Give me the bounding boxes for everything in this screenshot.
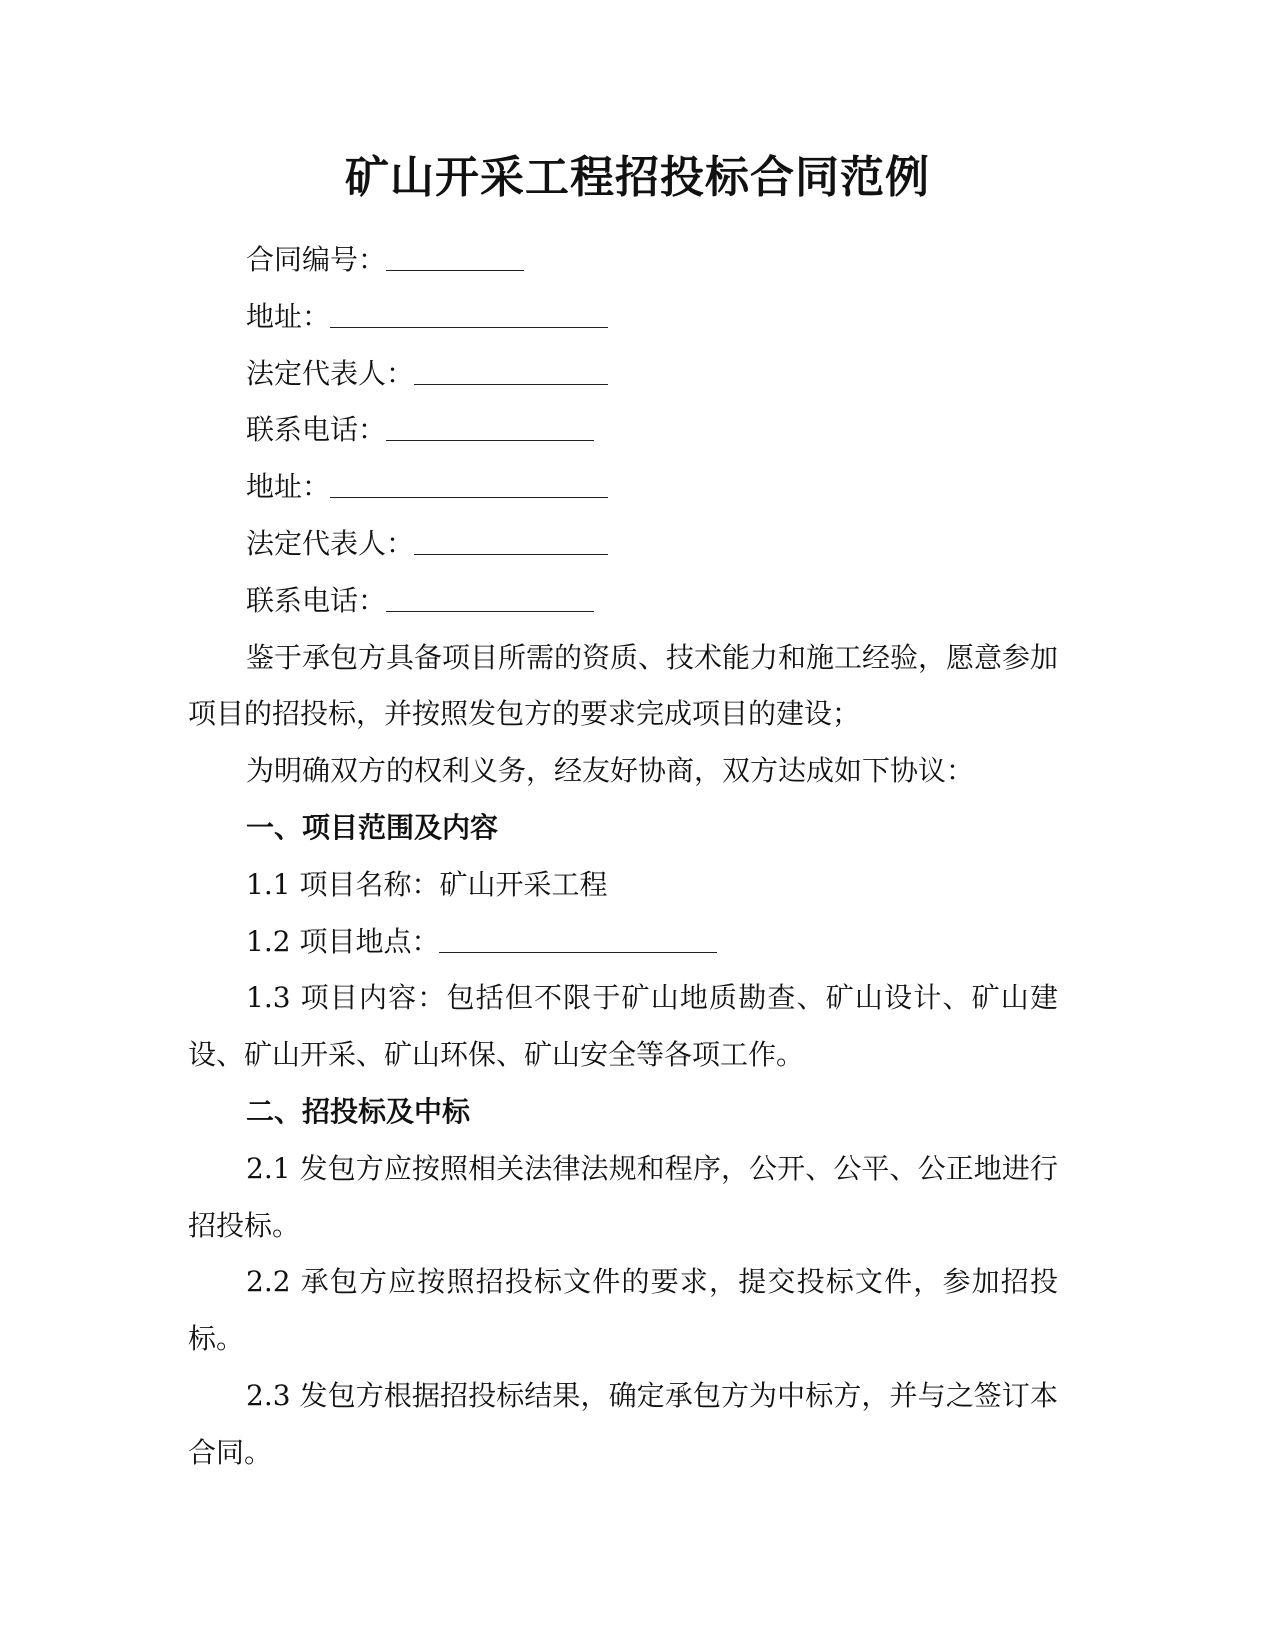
blank-line — [330, 467, 608, 498]
clause-item — [188, 914, 1058, 971]
field-label: 合同编号： — [246, 243, 387, 276]
field-label: 联系电话： — [246, 413, 387, 447]
section-heading: 一、项目范围及内容 — [246, 810, 499, 844]
field-phone-party-b — [188, 573, 1058, 630]
clause-number: 1.3 — [246, 981, 291, 1015]
field-address-party-b — [188, 459, 1058, 516]
blank-line — [439, 922, 717, 953]
field-label: 法定代表人： — [246, 356, 415, 390]
clause-item — [188, 970, 1058, 1084]
blank-line — [330, 297, 608, 328]
clause-number: 2.3 — [246, 1378, 291, 1412]
clause-text: 发包方应按照相关法律法规和程序，公开、公平、公正地进行招投标。 — [188, 1151, 1058, 1242]
clause-text: 项目内容：包括但不限于矿山地质勘查、矿山设计、矿山建设、矿山开采、矿山环保、矿山安全等各项工作。 — [188, 981, 1058, 1072]
blank-line — [386, 240, 524, 271]
field-label: 联系电话： — [246, 583, 387, 617]
blank-line — [386, 581, 594, 612]
document-title: 矿山开采工程招投标合同范例 — [345, 152, 930, 203]
preamble-paragraph: 为明确双方的权利义务，经友好协商，双方达成如下协议： — [246, 754, 975, 788]
document-body — [188, 232, 1058, 1482]
field-address-party-a — [188, 289, 1058, 346]
clause-item — [188, 1368, 1058, 1482]
clause-item — [188, 1141, 1058, 1255]
clause-number: 1.2 — [246, 924, 291, 958]
clause-text: 承包方应按照招投标文件的要求，提交投标文件，参加招投标。 — [188, 1265, 1058, 1356]
field-contract-number — [188, 232, 1058, 289]
clause-text: 项目名称：矿山开采工程 — [299, 867, 608, 901]
section-heading: 二、招投标及中标 — [246, 1094, 471, 1128]
field-label: 地址： — [246, 299, 331, 333]
field-legal-rep-party-a — [188, 346, 1058, 403]
clause-number: 2.1 — [246, 1151, 291, 1185]
blank-line — [414, 354, 608, 385]
clause-text: 项目地点： — [299, 924, 440, 958]
field-label: 地址： — [246, 470, 331, 504]
blank-line — [386, 410, 594, 441]
field-phone-party-a — [188, 402, 1058, 459]
field-label: 法定代表人： — [246, 526, 415, 560]
clause-number: 2.2 — [246, 1265, 291, 1299]
preamble-paragraph: 鉴于承包方具备项目所需的资质、技术能力和施工经验，愿意参加项目的招投标，并按照发包方的要求完成项目的建设； — [188, 640, 1059, 731]
clause-item — [188, 857, 1058, 914]
clause-item — [188, 1254, 1058, 1368]
blank-line — [414, 524, 608, 555]
clause-text: 发包方根据招投标结果，确定承包方为中标方，并与之签订本合同。 — [188, 1378, 1058, 1469]
field-legal-rep-party-b — [188, 516, 1058, 573]
clause-number: 1.1 — [246, 867, 291, 901]
